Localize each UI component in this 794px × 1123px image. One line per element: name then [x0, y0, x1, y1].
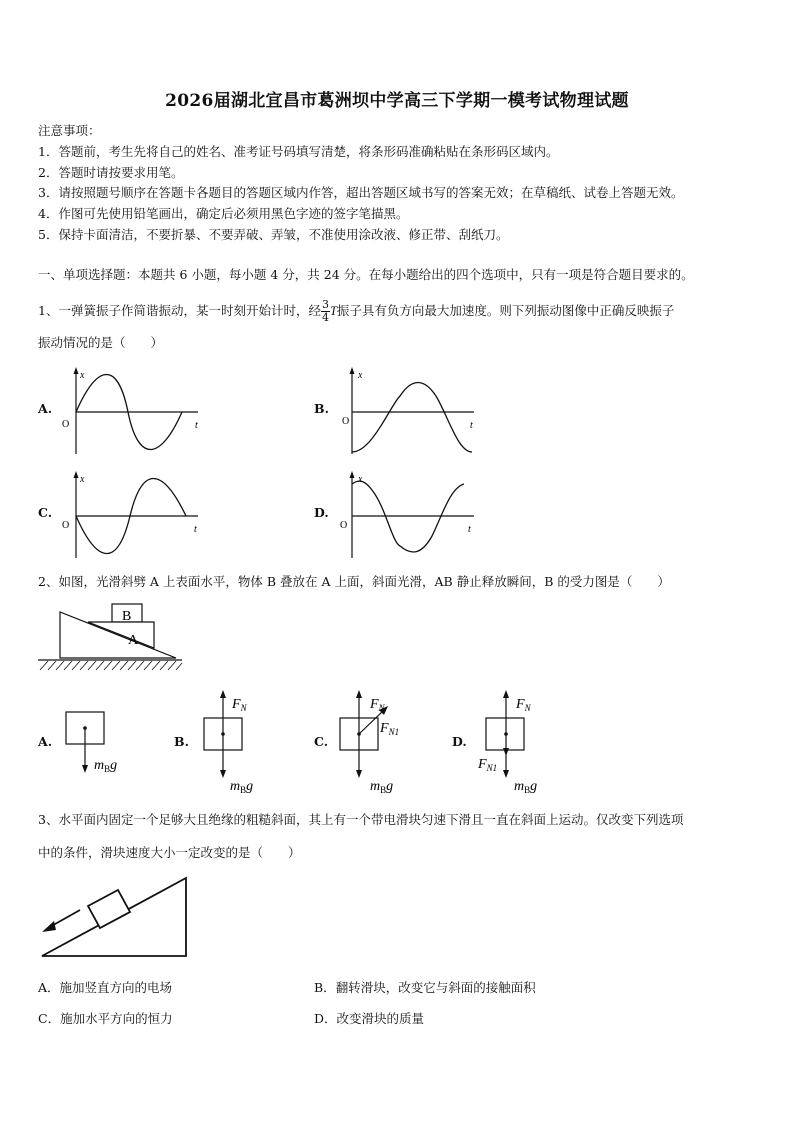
- notice-item: 3．请按照题号顺序在答题卡各题目的答题区域内作答，超出答题区域书写的答案无效；在草稿纸、试卷上答题无效。: [38, 185, 684, 200]
- center-dot: [504, 732, 508, 736]
- label-A: A: [128, 633, 139, 648]
- notice-item: 1．答题前，考生先将自己的姓名、准考证号码填写清楚，将条形码准确粘贴在条形码区域内。: [38, 144, 559, 159]
- label-mBg: $m_Bg$: [94, 758, 118, 774]
- option-key: C．: [38, 1011, 61, 1026]
- arrow-head-up: [503, 690, 509, 698]
- q2-option-A[interactable]: A.: [38, 734, 53, 749]
- q1-text-before: 1、一弹簧振子作简谐振动，某一时刻开始计时，经: [38, 303, 321, 318]
- force-diagram-B: [196, 686, 276, 796]
- arrow-head-up: [356, 690, 362, 698]
- wave-curve: [352, 383, 472, 453]
- force-diagram-D: [476, 686, 566, 796]
- arrow-head-down: [503, 770, 509, 778]
- center-dot: [221, 732, 225, 736]
- q1-option-A[interactable]: A.: [38, 401, 53, 416]
- q2-option-B[interactable]: B.: [174, 734, 189, 749]
- axis-arrow: [350, 367, 355, 374]
- fraction-three-quarters: [321, 299, 330, 324]
- notice-item: 5．保持卡面清洁，不要折暴、不要弄破、弄皱，不准使用涂改液、修正带、刮纸刀。: [38, 227, 509, 242]
- ground-hatch: [40, 661, 182, 670]
- arrow-head-down: [356, 770, 362, 778]
- axis-label-t: t: [468, 524, 471, 535]
- fn1-arrow-head: [503, 748, 509, 756]
- q3-option-C[interactable]: [38, 1009, 173, 1027]
- axis-label-x: x: [80, 370, 85, 381]
- var-T: T: [329, 304, 337, 318]
- section-heading: 一、单项选择题：本题共 6 小题，每小题 4 分，共 24 分。在每小题给出的四个选项中，只有一项是符合题目要求的。: [38, 267, 694, 282]
- axis-label-x: x: [358, 370, 363, 381]
- page-title: 2026届湖北宜昌市葛洲坝中学高三下学期一模考试物理试题: [165, 91, 629, 111]
- question-2-text: 2、如图，光滑斜劈 A 上表面水平，物体 B 叠放在 A 上面，斜面光滑，AB 静止释放瞬间，B 的受力图是（ ）: [38, 574, 670, 589]
- label-mBg: $m_Bg$: [370, 779, 394, 795]
- question-3-line1: 3、水平面内固定一个足够大且绝缘的粗糙斜面，其上有一个带电滑块匀速下滑且一直在斜面上运动。仅改变下列选项: [38, 812, 684, 827]
- label-mBg: $m_Bg$: [514, 779, 538, 795]
- notice-heading: 注意事项：: [38, 123, 101, 138]
- origin-label: O: [340, 520, 348, 531]
- q2-option-C[interactable]: C.: [314, 734, 329, 749]
- label-FN: $F_N$: [370, 697, 385, 713]
- axis-label-t: t: [194, 524, 197, 535]
- wedge-top: [88, 622, 154, 648]
- force-diagram-C: [334, 686, 424, 796]
- q2-option-D[interactable]: D.: [452, 734, 467, 749]
- option-text: 施加水平方向的恒力: [60, 1011, 173, 1026]
- option-text: 翻转滑块，改变它与斜面的接触面积: [335, 980, 536, 995]
- axis-arrow: [74, 367, 79, 374]
- origin-label: O: [342, 416, 350, 427]
- q1-text-after: 振子具有负方向最大加速度。则下列振动图像中正确反映振子: [336, 303, 675, 318]
- arrow-head-up: [220, 690, 226, 698]
- axis-arrow: [350, 471, 355, 478]
- option-key: B．: [314, 980, 336, 995]
- question-3-line2: 中的条件，滑块速度大小一定改变的是（ ）: [38, 845, 301, 860]
- option-text: 改变滑块的质量: [336, 1011, 425, 1026]
- q3-option-A[interactable]: [38, 978, 172, 996]
- slider-block: [88, 890, 130, 928]
- label-B: B: [122, 609, 132, 624]
- incline-diagram: [36, 872, 192, 962]
- question-1-line2: 振动情况的是（ ）: [38, 335, 164, 350]
- q1-option-B[interactable]: B.: [314, 401, 329, 416]
- arrow-head: [42, 921, 56, 932]
- origin-label: O: [62, 520, 70, 531]
- frac-num: 3: [321, 298, 329, 311]
- axis-label-x: x: [80, 474, 85, 485]
- notice-item: 4．作图可先使用铅笔画出，确定后必须用黑色字迹的签字笔描黑。: [38, 206, 409, 221]
- label-FN: $F_N$: [516, 697, 531, 713]
- notice-item: 2．答题时请按要求用笔。: [38, 165, 184, 180]
- arrow-head: [82, 765, 88, 773]
- axis-arrow: [74, 471, 79, 478]
- q3-option-D[interactable]: [314, 1009, 424, 1027]
- option-text: 施加竖直方向的电场: [59, 980, 173, 995]
- q3-option-B[interactable]: [314, 978, 536, 996]
- label-FN1: $F_{N1}$: [478, 757, 498, 773]
- force-diagram-A: [60, 706, 140, 778]
- graph-D: [334, 470, 484, 562]
- wedge-diagram: [36, 600, 186, 672]
- q1-option-D[interactable]: D.: [314, 505, 329, 520]
- label-mBg: $m_Bg$: [230, 779, 254, 795]
- graph-B: [334, 366, 484, 458]
- origin-label: O: [62, 419, 70, 430]
- option-key: A．: [38, 980, 60, 995]
- graph-A: [58, 366, 208, 458]
- question-1-text: [38, 296, 674, 326]
- label-FN1: $F_{N1}$: [380, 721, 400, 737]
- axis-label-t: t: [470, 420, 473, 431]
- axis-label-t: t: [195, 420, 198, 431]
- option-key: D．: [314, 1011, 337, 1026]
- q1-option-C[interactable]: C.: [38, 505, 53, 520]
- frac-den: 4: [321, 311, 329, 324]
- arrow-head-down: [220, 770, 226, 778]
- axis-label-x: x: [358, 474, 363, 485]
- label-FN: $F_N$: [232, 697, 247, 713]
- graph-C: [58, 470, 208, 562]
